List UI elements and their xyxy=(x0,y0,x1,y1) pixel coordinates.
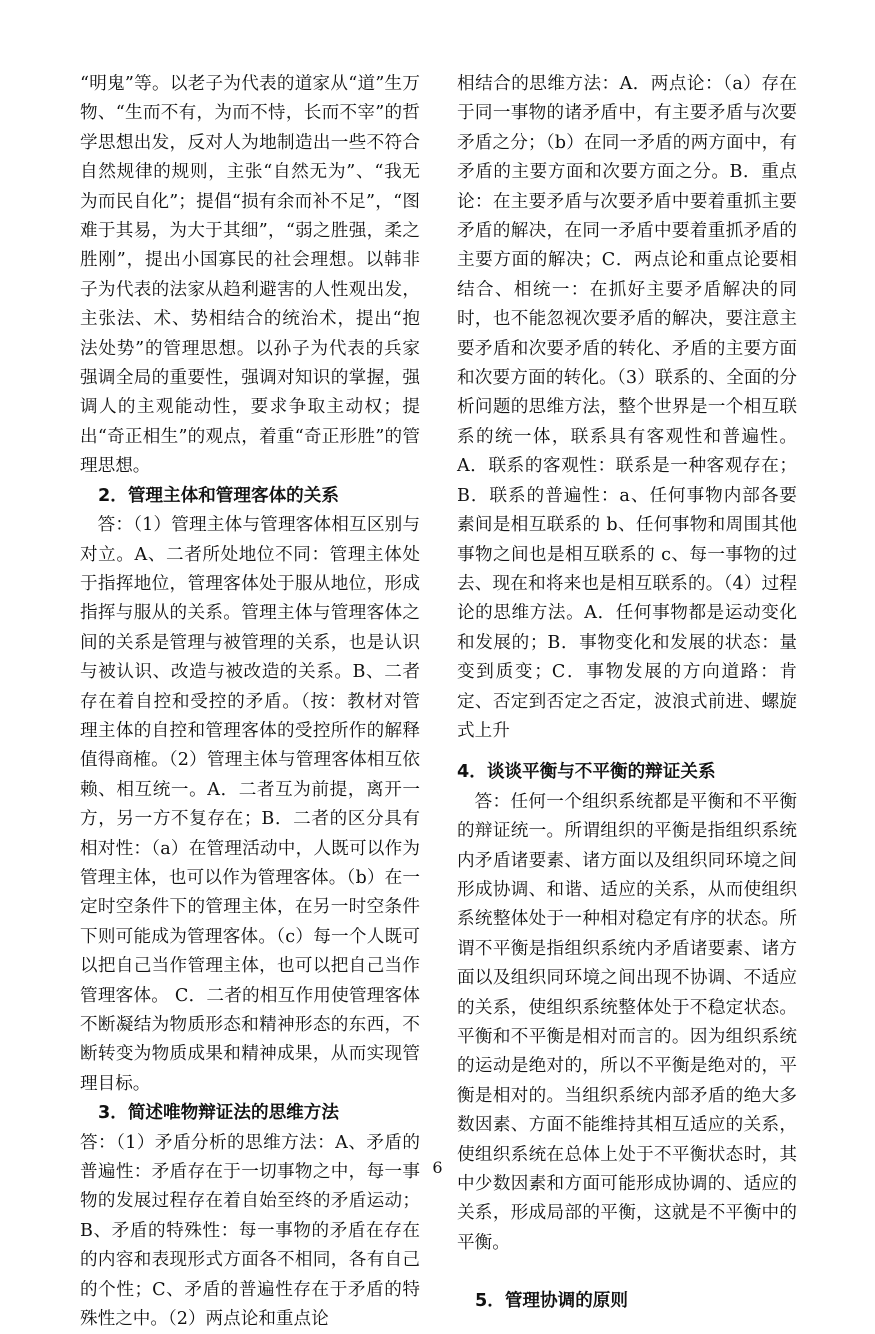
heading-section-3: 3．简述唯物辩证法的思维方法 xyxy=(98,1103,339,1124)
heading-section-4: 4．谈谈平衡与不平衡的辩证关系 xyxy=(457,762,716,783)
spacer xyxy=(457,746,797,758)
paragraph-section-3: 答：（1）矛盾分析的思维方法：A、矛盾的普遍性：矛盾存在于一切事物之中，每一事物的发展过程存在着自始至终的矛盾运动；B、矛盾的特殊性：每一事物的矛盾在存在的内容和表现形式方面各不相同，各有自己的个性；C、矛盾的普遍性存在于矛盾的特殊性之中。（2）两点论和重点论 xyxy=(80,1132,420,1330)
paragraph-section-3-continued: 相结合的思维方法：A．两点论：（a）存在于同一事物的诸矛盾中，有主要矛盾与次要矛盾之分；（b）在同一矛盾的两方面中，有矛盾的主要方面和次要方面之分。B．重点论：在主要矛盾与次要矛盾中要着重抓主要矛盾的解决，在同一矛盾中要着重抓矛盾的主要方面的解决；C．两点论和重点论要相结合、相统一：在抓好主要矛盾解决的同时，也不能忽视次要矛盾的解决，要注意主要矛盾和次要矛盾的转化、矛盾的主要方面和次要方面的转化。（3）联系的、全面的分析问题的思维方法，整个世界是一个相互联系的统一体，联系具有客观性和普遍性。A．联系的客观性：联系是一种客观存在；B．联系的普遍性：a、任何事物内部各要素间是相互联系的 b、任何事物和周围其他事物之间也是相互联系的 c、每一事物的过去、现在和将来也是相互联系的。（4）过程论的思维方法。A．任何事物都是运动变化和发展的；B．事物变化和发展的状态：量变到质变；C．事物发展的方向道路：肯定、否定到否定之否定，波浪式前进、螺旋式上升 xyxy=(457,74,797,741)
paragraph-section-4: 答：任何一个组织系统都是平衡和不平衡的辩证统一。所谓组织的平衡是指组织系统内矛盾诸要素、诸方面以及组织同环境之间形成协调、和谐、适应的关系，从而使组织系统整体处于一种相对稳定有序的状态。所谓不平衡是指组织系统内矛盾诸要素、诸方面以及组织同环境之间出现不协调、不适应的关系，使组织系统整体处于不稳定状态。平衡和不平衡是相对而言的。因为组织系统的运动是绝对的，所以不平衡是绝对的，平衡是相对的。当组织系统内部矛盾的绝大多数因素、方面不能维持其相互适应的关系，使组织系统在总体上处于不平衡状态时，其中少数因素和方面可能形成协调的、适应的关系，形成局部的平衡，这就是不平衡中的平衡。 xyxy=(457,791,797,1253)
right-column xyxy=(457,70,797,1317)
paragraph-section-2: 答：（1）管理主体与管理客体相互区别与对立。A、二者所处地位不同：管理主体处于指挥地位，管理客体处于服从地位，形成指挥与服从的关系。管理主体与管理客体之间的关系是管理与被管理的关系，也是认识与被认识、改造与被改造的关系。B、二者存在着自控和受控的矛盾。（按：教材对管理主体的自控和管理客体的受控所作的解释值得商榷。（2）管理主体与管理客体相互依赖、相互统一。A．二者互为前提，离开一方，另一方不复存在；B．二者的区分具有相对性：（a）在管理活动中，人既可以作为管理主体，也可以作为管理客体。（b）在一定时空条件下的管理主体，在另一时空条件下则可能成为管理客体。（c）每一个人既可以把自己当作管理主体，也可以把自己当作管理客体。 C．二者的相互作用使管理客体不断凝结为物质形态和精神形态的东西，不断转变为物质成果和精神成果，从而实现管理目标。 xyxy=(80,515,420,1094)
left-column xyxy=(80,70,420,1334)
paragraph-daojia-fajia-bingjia: “明鬼”等。以老子为代表的道家从“道”生万物、“生而不有，为而不恃，长而不宰”的哲学思想出发，反对人为地制造出一些不符合自然规律的规则，主张“自然无为”、“我无为而民自化”；提倡“损有余而补不足”，“图难于其易，为大于其细”，“弱之胜强，柔之胜刚”，提出小国寡民的社会理想。以韩非子为代表的法家从趋利避害的人性观出发，主张法、术、势相结合的统治术，提出“抱法处势”的管理思想。以孙子为代表的兵家强调全局的重要性，强调对知识的掌握，强调人的主观能动性，要求争取主动权；提出“奇正相生”的观点，着重“奇正形胜”的管理思想。 xyxy=(80,74,420,477)
heading-section-2: 2．管理主体和管理客体的关系 xyxy=(98,485,339,506)
spacer xyxy=(457,1258,797,1287)
page-number: 6 xyxy=(432,1158,443,1177)
heading-section-5: 5．管理协调的原则 xyxy=(475,1291,628,1312)
